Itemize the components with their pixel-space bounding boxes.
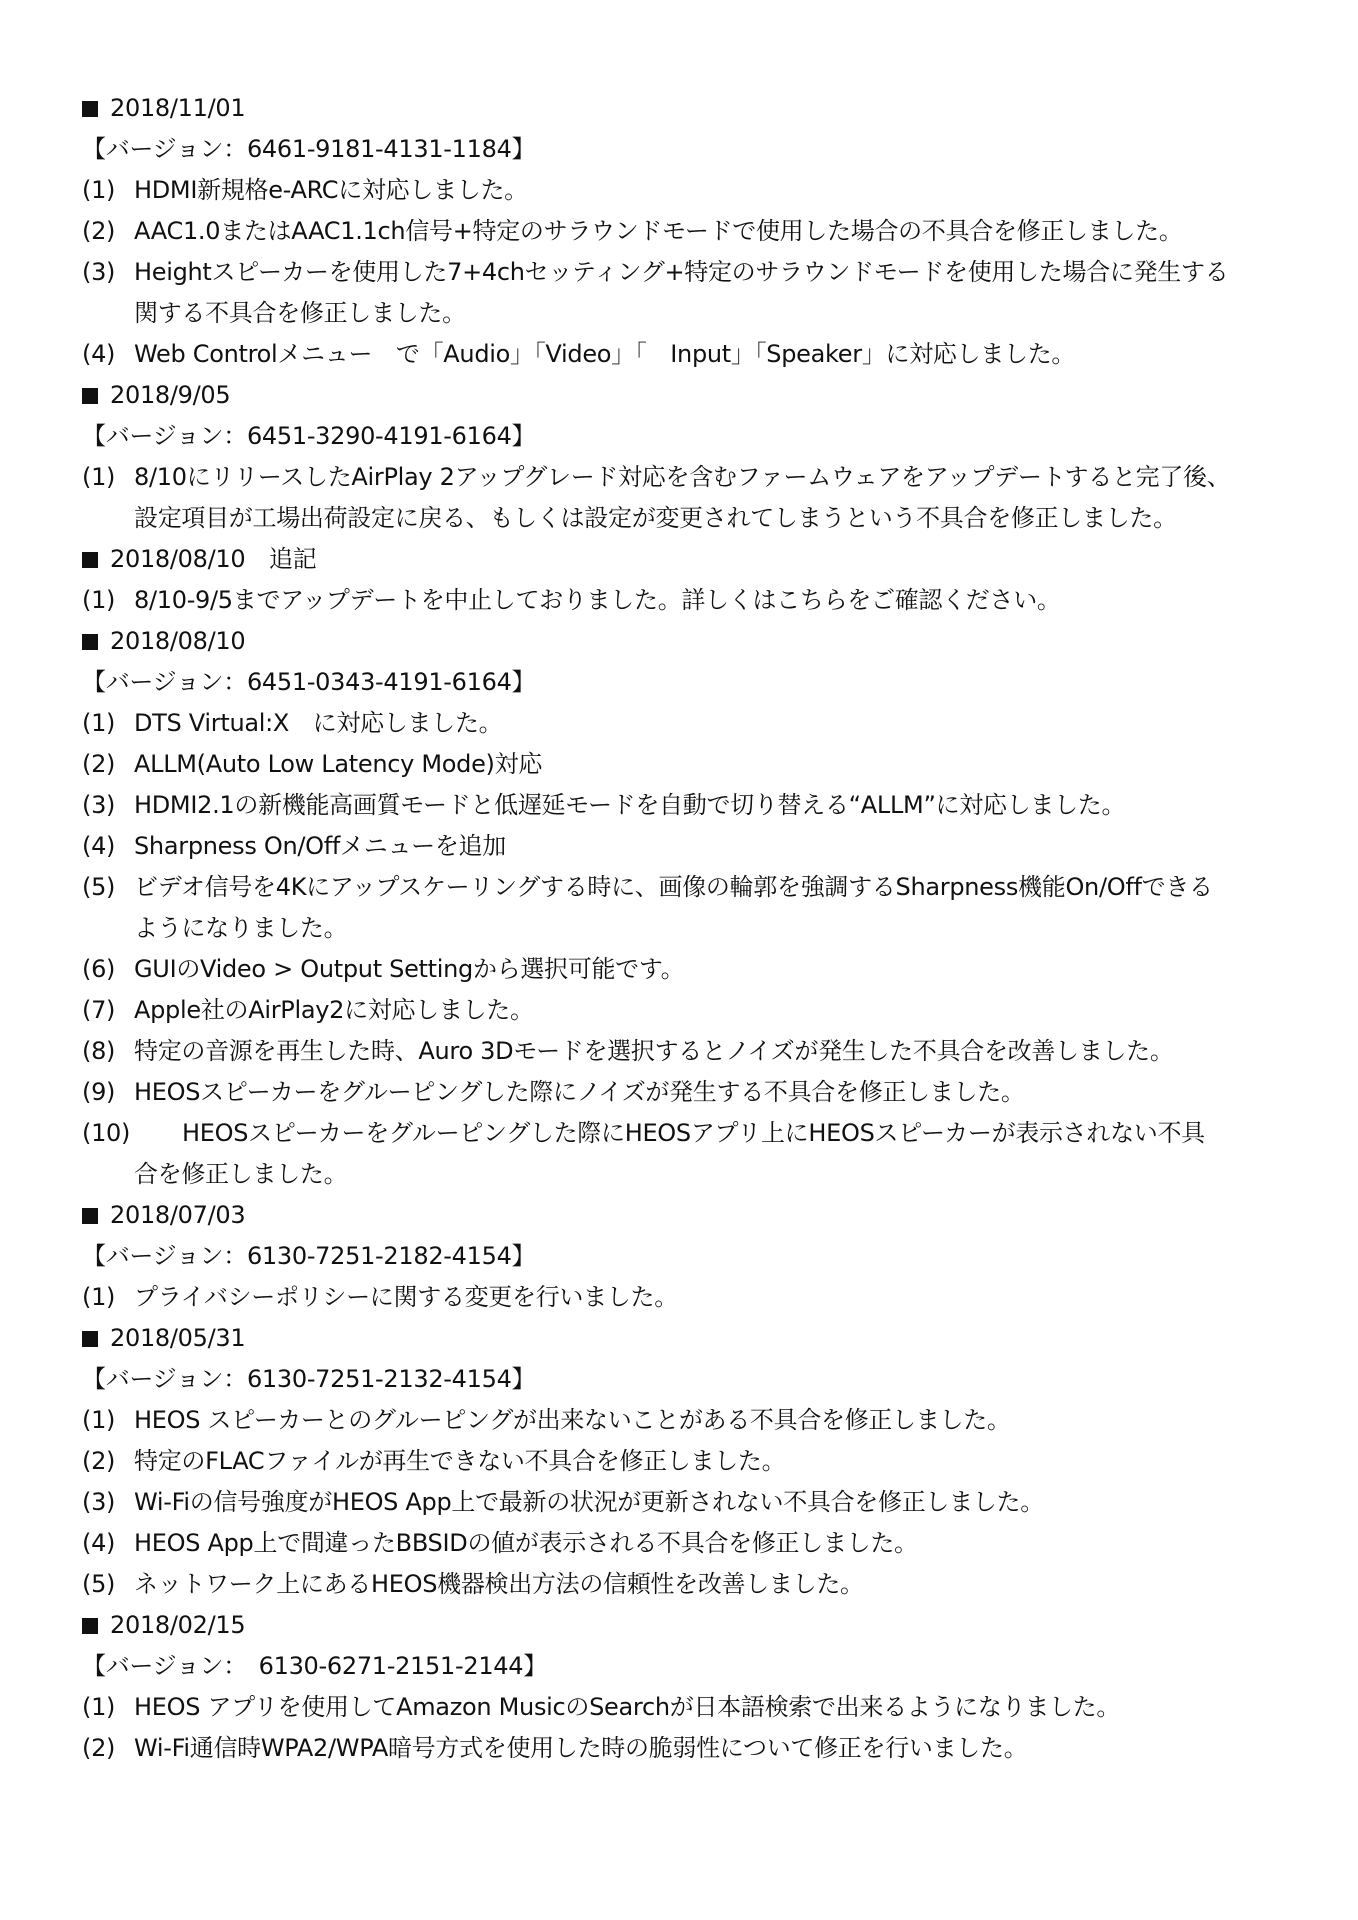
list-item [82,1482,1282,1523]
item-number: (7) [82,996,116,1024]
item-number: (2) [82,1447,116,1475]
item-text: 特定のFLACファイルが再生できない不具合を修正しました。 [134,1447,786,1475]
item-text: プライバシーポリシーに関する変更を行いました。 [134,1283,678,1311]
list-item [82,334,1282,375]
item-text: Wi-Fiの信号強度がHEOS App上で最新の状況が更新されない不具合を修正しました。 [134,1488,1044,1516]
square-bullet-icon [82,1618,98,1634]
list-item [82,170,1282,211]
item-text: Sharpness On/Offメニューを追加 [134,832,506,860]
item-number: (4) [82,1529,116,1557]
date-text: 2018/9/05 [110,381,231,409]
list-item [82,457,1282,539]
date-text: 2018/05/31 [110,1324,246,1352]
square-bullet-icon [82,552,98,568]
item-number: (1) [82,176,116,204]
section-date [82,539,1282,580]
item-text: Heightスピーカーを使用した7+4chセッティング+特定のサラウンドモードを使用した場合に発生する [134,258,1229,286]
version-label: 【バージョン： 6130-6271-2151-2144】 [82,1652,547,1680]
item-text: HDMI2.1の新機能高画質モードと低遅延モードを自動で切り替える“ALLM”に対応しました。 [134,791,1126,819]
list-item [82,1441,1282,1482]
version-label: 【バージョン：6461-9181-4131-1184】 [82,135,536,163]
item-number: (5) [82,873,116,901]
item-text: HEOS スピーカーとのグルーピングが出来ないことがある不具合を修正しました。 [134,1406,1011,1434]
item-text: ビデオ信号を4Kにアップスケーリングする時に、画像の輪郭を強調するSharpness機能On/Offできる [134,873,1213,901]
list-item [82,990,1282,1031]
list-item [82,703,1282,744]
list-item [82,1687,1282,1728]
item-text: ネットワーク上にあるHEOS機器検出方法の信頼性を改善しました。 [134,1570,864,1598]
list-item [82,1728,1282,1769]
item-number: (3) [82,1488,116,1516]
item-number: (1) [82,586,116,614]
item-number: (2) [82,750,116,778]
list-item [82,744,1282,785]
item-number: (4) [82,832,116,860]
item-text: HEOS App上で間違ったBBSIDの値が表示される不具合を修正しました。 [134,1529,918,1557]
list-item [82,1277,1282,1318]
item-text: 特定の音源を再生した時、Auro 3Dモードを選択するとノイズが発生した不具合を改善しました。 [134,1037,1174,1065]
item-text: ALLM(Auto Low Latency Mode)対応 [134,750,543,778]
item-text: DTS Virtual:X に対応しました。 [134,709,503,737]
item-text: HEOS アプリを使用してAmazon MusicのSearchが日本語検索で出来るようになりました。 [134,1693,1121,1721]
item-text: 8/10-9/5までアップデートを中止しておりました。詳しくはこちらをご確認ください。 [134,586,1061,614]
date-text: 2018/08/10 [110,627,246,655]
version-label: 【バージョン：6130-7251-2132-4154】 [82,1365,536,1393]
item-text: ようになりました。 [134,914,348,942]
item-number: (3) [82,258,116,286]
section-date [82,621,1282,662]
section-date [82,1195,1282,1236]
item-number: (5) [82,1570,116,1598]
item-text: Apple社のAirPlay2に対応しました。 [134,996,534,1024]
square-bullet-icon [82,101,98,117]
square-bullet-icon [82,1208,98,1224]
square-bullet-icon [82,634,98,650]
item-number: (2) [82,1734,116,1762]
section-date [82,1605,1282,1646]
item-text: AAC1.0またはAAC1.1ch信号+特定のサラウンドモードで使用した場合の不具合を修正しました。 [134,217,1183,245]
item-number: (1) [82,463,116,491]
item-text: HEOSスピーカーをグルーピングした際にノイズが発生する不具合を修正しました。 [134,1078,1025,1106]
list-item [82,1564,1282,1605]
item-text: 合を修正しました。 [134,1160,348,1188]
item-number: (2) [82,217,116,245]
list-item [82,1113,1282,1195]
list-item [82,949,1282,990]
list-item [82,826,1282,867]
item-number: (8) [82,1037,116,1065]
section-date [82,88,1282,129]
item-number: (3) [82,791,116,819]
item-number: (4) [82,340,116,368]
section-date [82,375,1282,416]
version-label: 【バージョン：6451-0343-4191-6164】 [82,668,536,696]
item-number: (10) [82,1119,131,1147]
list-item [82,1031,1282,1072]
item-text: 関する不具合を修正しました。 [134,299,466,327]
version-label: 【バージョン：6451-3290-4191-6164】 [82,422,536,450]
date-text: 2018/02/15 [110,1611,246,1639]
square-bullet-icon [82,1331,98,1347]
list-item [82,1072,1282,1113]
release-notes [82,88,1282,1769]
item-number: (9) [82,1078,116,1106]
item-text: 8/10にリリースしたAirPlay 2アップグレード対応を含むファームウェアをアップデートすると完了後、 [134,463,1231,491]
section-date [82,1318,1282,1359]
item-number: (1) [82,1406,116,1434]
item-text: HDMI新規格e-ARCに対応しました。 [134,176,528,204]
item-number: (1) [82,1693,116,1721]
square-bullet-icon [82,388,98,404]
date-text: 2018/08/10 追記 [110,545,317,573]
date-text: 2018/07/03 [110,1201,246,1229]
list-item [82,211,1282,252]
item-number: (6) [82,955,116,983]
item-text: 設定項目が工場出荷設定に戻る、もしくは設定が変更されてしまうという不具合を修正しました。 [134,504,1177,532]
item-number: (1) [82,709,116,737]
list-item [82,1400,1282,1441]
version-label: 【バージョン：6130-7251-2182-4154】 [82,1242,536,1270]
list-item [82,252,1282,334]
list-item [82,785,1282,826]
list-item [82,1523,1282,1564]
item-text: Wi-Fi通信時WPA2/WPA暗号方式を使用した時の脆弱性について修正を行いました。 [134,1734,1028,1762]
date-text: 2018/11/01 [110,94,246,122]
item-number: (1) [82,1283,116,1311]
item-text: HEOSスピーカーをグルーピングした際にHEOSアプリ上にHEOSスピーカーが表示されない不具 [182,1119,1205,1147]
item-text: Web Controlメニュー で「Audio」「Video」「 Input」「Speaker」に対応しました。 [134,340,1076,368]
list-item [82,867,1282,949]
list-item [82,580,1282,621]
item-text: GUIのVideo > Output Settingから選択可能です。 [134,955,685,983]
